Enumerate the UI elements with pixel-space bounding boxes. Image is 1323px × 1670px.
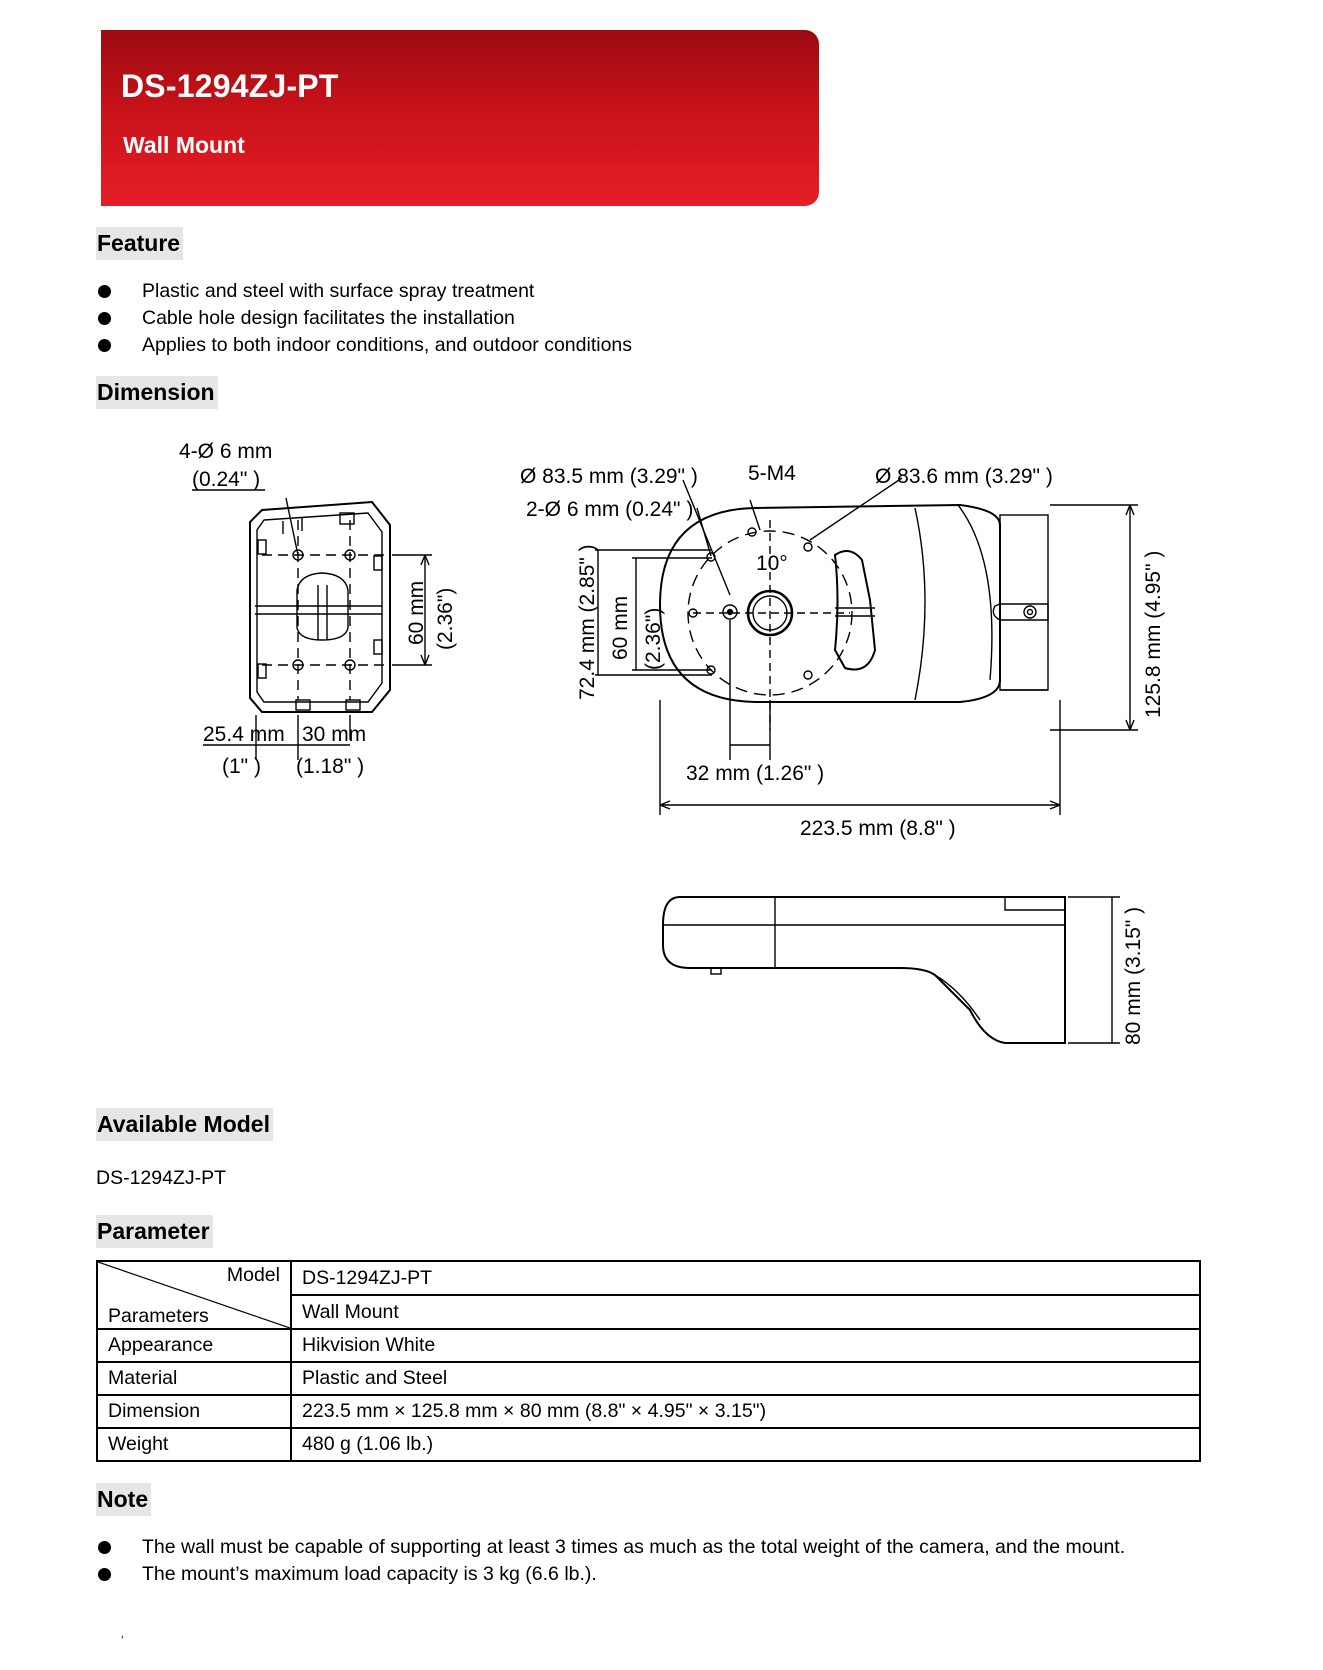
corner-model-label: Model [226,1264,280,1286]
bullet-icon [98,1541,111,1554]
table-cell: Material [97,1362,291,1395]
dim-hole-mm: 4-Ø 6 mm [179,440,273,463]
corner-header-cell [97,1261,291,1329]
dim-60b-mm: 60 mm [609,595,632,660]
note-item: The mount’s maximum load capacity is 3 kg (6.6 lb.). [96,1561,1125,1588]
dim-60-in: (2.36") [434,587,457,650]
dim-25-in: (1" ) [222,755,261,778]
dim-d836: Ø 83.6 mm (3.29" ) [875,465,1053,488]
note-list [96,1534,1125,1588]
parameter-table [96,1260,1201,1462]
available-model: DS-1294ZJ-PT [96,1167,227,1189]
table-row [97,1261,1200,1295]
table-cell: Plastic and Steel [291,1362,1200,1395]
dim-d835: Ø 83.5 mm (3.29" ) [520,465,698,488]
product-subtitle: Wall Mount [123,132,245,158]
dim-hole-in: (0.24" ) [192,468,261,491]
note-heading: Note [96,1483,151,1516]
table-cell: 480 g (1.06 lb.) [291,1428,1200,1461]
table-cell: Hikvision White [291,1329,1200,1362]
feature-heading: Feature [96,227,183,260]
feature-item: Applies to both indoor conditions, and outdoor conditions [96,332,632,359]
note-item: The wall must be capable of supporting at least 3 times as much as the total weight of the camera, and the mount. [96,1534,1125,1561]
dim-30-in: (1.18" ) [296,755,365,778]
dimension-heading: Dimension [96,376,218,409]
table-row [97,1428,1200,1461]
bullet-icon [98,1568,111,1581]
dim-1258: 125.8 mm (4.95" ) [1142,550,1165,718]
table-row [97,1395,1200,1428]
table-cell: Weight [97,1428,291,1461]
corner-parameters-label: Parameters [108,1305,209,1327]
product-title: DS-1294ZJ-PT [121,68,339,104]
table-cell: DS-1294ZJ-PT [291,1261,1200,1295]
feature-item: Plastic and steel with surface spray treatment [96,278,632,305]
table-cell: Dimension [97,1395,291,1428]
table-row [97,1329,1200,1362]
dim-30-mm: 30 mm [302,723,367,746]
table-cell: Wall Mount [291,1295,1200,1329]
feature-item: Cable hole design facilitates the installation [96,305,632,332]
dim-60b-in: (2.36") [642,607,665,670]
dim-724: 72.4 mm (2.85" ) [576,544,599,700]
dim-angle: 10° [756,552,788,575]
available-heading: Available Model [96,1108,273,1141]
dim-60-mm: 60 mm [405,580,428,645]
table-cell: Appearance [97,1329,291,1362]
table-row [97,1362,1200,1395]
dim-80: 80 mm (3.15" ) [1122,906,1145,1045]
dim-32: 32 mm (1.26" ) [686,762,825,785]
dim-25-mm: 25.4 mm [203,723,285,746]
dim-hole2: 2-Ø 6 mm (0.24" ) [526,498,694,521]
dim-m4: 5-M4 [748,462,796,485]
footer-mark: ‘ [121,1633,124,1647]
dim-2235: 223.5 mm (8.8" ) [800,817,956,840]
parameter-heading: Parameter [96,1215,213,1248]
table-cell: 223.5 mm × 125.8 mm × 80 mm (8.8" × 4.95" × 3.15") [291,1395,1200,1428]
